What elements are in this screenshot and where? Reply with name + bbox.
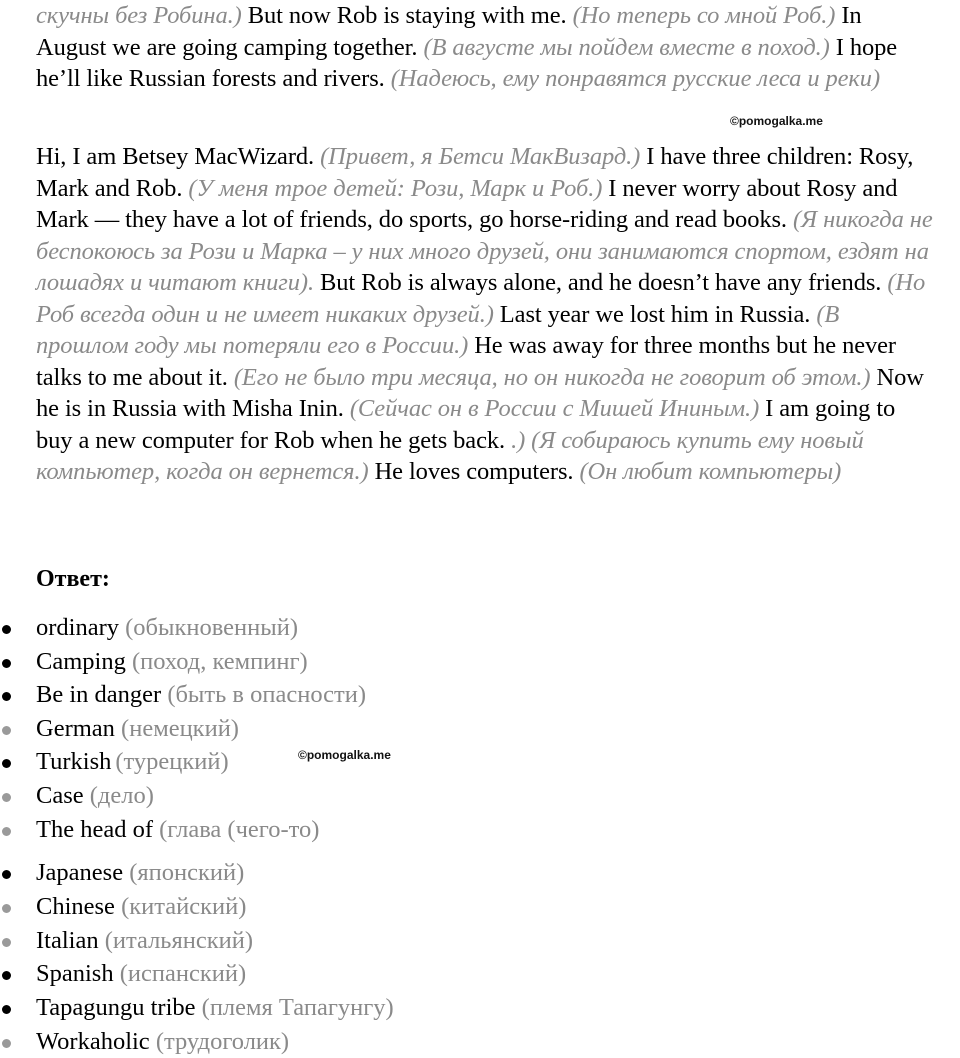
text-en: Hi, I am Betsey MacWizard.: [36, 143, 321, 170]
text-ru: (Привет, я Бетси МакВизард.): [320, 143, 641, 170]
bullet-icon: [2, 726, 11, 735]
bullet-icon: [2, 971, 11, 980]
vocab-translation: (быть в опасности): [167, 681, 367, 708]
text-en: I hope he’ll like Russian forests and rivers.: [36, 33, 898, 92]
text-ru: (У меня трое детей: Рози, Марк и Роб.): [188, 174, 603, 202]
watermark: ©pomogalka.me: [730, 114, 823, 128]
text-en: In August we are going camping together.: [36, 2, 862, 61]
vocab-word: Turkish: [36, 748, 112, 775]
answer-heading: Ответ:: [36, 566, 110, 592]
watermark: ©pomogalka.me: [298, 748, 391, 762]
bullet-icon: [2, 870, 11, 879]
vocab-translation: (японский): [129, 859, 245, 886]
vocab-translation: (итальянский): [104, 927, 254, 954]
text-en: Last year we lost him in Russia.: [493, 300, 817, 328]
vocab-translation: (турецкий): [115, 748, 229, 775]
bullet-icon: [2, 759, 11, 768]
bullet-icon: [2, 793, 11, 802]
text-en: Now he is in Russia with Misha Inin.: [36, 363, 924, 422]
bullet-icon: [2, 692, 11, 701]
text-en: He loves computers.: [368, 458, 580, 485]
text-en: I never worry about Rosy and Mark — they have a lot of friends, do sports, go horse-riding and read books.: [36, 174, 898, 233]
text-ru: (Но Роб всегда один и не имеет никаких друзей.): [36, 269, 926, 328]
vocab-word: Workaholic: [36, 1028, 150, 1055]
vocab-word: Case: [36, 782, 84, 809]
vocab-translation: (обыкновенный): [125, 614, 298, 641]
vocab-word: Camping: [36, 648, 126, 675]
text-ru: (Но теперь со мной Роб.): [572, 2, 836, 29]
vocab-translation: (племя Тапагунгу): [201, 994, 394, 1021]
text-ru: (Сейчас он в России с Мишей Ининым.): [349, 395, 760, 422]
vocab-word: German: [36, 715, 115, 742]
text-ru: (Я никогда не беспокоюсь за Рози и Марка – у них много друзей, они занимаются спортом, ездят на лошадях и читают книги).: [36, 206, 933, 296]
bullet-icon: [2, 659, 11, 668]
vocab-word: ordinary: [36, 614, 119, 641]
text-ru: (В прошлом году мы потеряли его в России.): [36, 300, 840, 359]
vocab-translation: (поход, кемпинг): [131, 648, 308, 675]
paragraph-1: [36, 0, 936, 95]
text-ru: .) (Я собираюсь купить ему новый компьютер, когда он вернется.): [36, 426, 864, 485]
vocab-translation: (китайский): [121, 893, 247, 920]
vocab-word: Japanese: [36, 859, 124, 886]
text-ru: (Надеюсь, ему понравятся русские леса и реки): [390, 65, 881, 92]
vocab-translation: (трудоголик): [155, 1028, 290, 1055]
vocab-word: Tapagungu tribe: [36, 994, 196, 1021]
paragraph-2: [36, 141, 936, 488]
text-ru: (Его не было три месяца, но он никогда не говорит об этом.): [233, 363, 871, 391]
vocab-translation: (глава (чего-то): [159, 816, 320, 843]
vocab-word: Spanish: [36, 960, 114, 987]
vocab-word: The head of: [36, 816, 153, 843]
text-ru: (В августе мы пойдем вместе в поход.): [423, 33, 830, 61]
bullet-icon: [2, 904, 11, 913]
text-en: He was away for three months but he never talks to me about it.: [36, 332, 896, 391]
text-ru: скучны без Робина.): [36, 2, 242, 29]
bullet-icon: [2, 938, 11, 947]
text-en: I have three children: Rosy, Mark and Rob.: [36, 143, 914, 202]
vocab-translation: (дело): [89, 782, 154, 809]
text-en: I am going to buy a new computer for Rob when he gets back.: [36, 395, 896, 454]
bullet-icon: [2, 827, 11, 836]
bullet-icon: [2, 625, 11, 634]
text-ru: (Он любит компьютеры): [579, 458, 842, 485]
vocab-word: Italian: [36, 927, 99, 954]
vocab-word: Chinese: [36, 893, 115, 920]
bullet-icon: [2, 1005, 11, 1014]
text-en: But Rob is always alone, and he doesn’t have any friends.: [313, 269, 888, 296]
bullet-icon: [2, 1039, 11, 1048]
vocab-translation: (испанский): [119, 960, 247, 987]
text-en: But now Rob is staying with me.: [241, 2, 573, 29]
vocab-word: Be in danger: [36, 681, 162, 708]
vocab-translation: (немецкий): [121, 715, 239, 742]
